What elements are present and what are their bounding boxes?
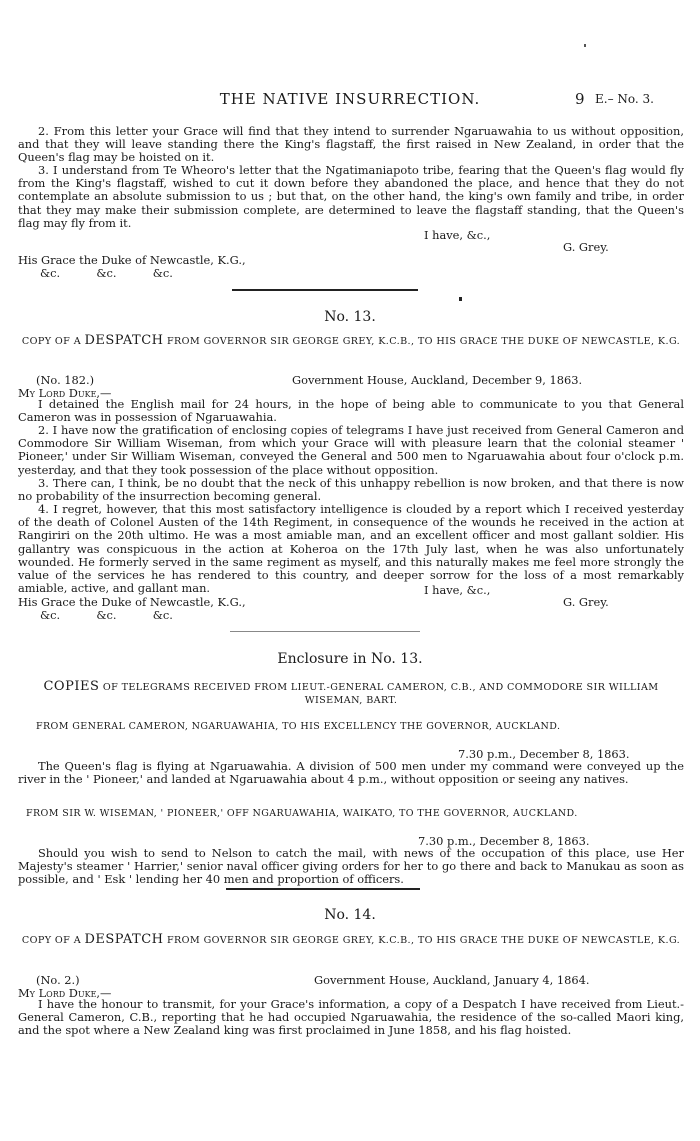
page-mark (584, 44, 586, 47)
enclosure-divider (230, 631, 420, 632)
section-divider-2 (226, 888, 420, 890)
telegram-1-time: 7.30 p.m., December 8, 1863. (458, 747, 630, 761)
despatch-13-paragraph-3: 3. There can, I think, be no doubt that the neck of this unhappy rebellion is now broken, and that there is now no probability of the insurrection becoming general. (18, 476, 684, 504)
despatch-14-number: No. 14. (324, 907, 376, 923)
despatch-13-paragraph-2: 2. I have now the gratification of enclosing copies of telegrams I have just received from General Cameron and Commodore Sir William Wiseman, from which your Grace will with pleasure learn that the colonial steamer ' Pioneer,' under Sir William Wiseman, conveyed the General and 500 men to Ngaruawahia about four o'clock p.m. yesterday, and that they took possession of the place without opposition. (18, 423, 684, 477)
letter1-paragraph-2: 2. From this letter your Grace will find that they intend to surrender Ngaruawahia to us without opposition, and that they will leave standing there the King's flagstaff, the first raised in New Zealand, in order that the Queen's flag may be hoisted on it. (18, 124, 684, 165)
despatch-13-number: No. 13. (324, 309, 376, 325)
despatch-14-paragraph-1: I have the honour to transmit, for your Grace's information, a copy of a Despatch I have received from Lieut.-General Cameron, C.B., reporting that he had occupied Ngaruawahia, the residence of the so-called Maori king, and the spot where a New Zealand king was first proclaimed in June 1858, and his flag hoisted. (18, 997, 684, 1038)
telegram-1-route: FROM GENERAL CAMERON, NGARUAWAHIA, TO HIS EXCELLENCY THE GOVERNOR, AUCKLAND. (36, 721, 561, 732)
despatch-14-salutation: My Lord Duke,— (18, 986, 112, 1000)
despatch-13-closing: I have, &c., (424, 583, 491, 597)
telegram-2-body: Should you wish to send to Nelson to catch the mail, with news of the occupation of this place, use Her Majesty's steamer ' Harrier,' senior naval officer giving orders for her to go there and back to Manukau as soon as possible, and ' Esk ' lending her 40 men and proportion of officers. (18, 846, 684, 887)
letter1-addressee: His Grace the Duke of Newcastle, K.G., (18, 253, 246, 267)
despatch-13-addressee: His Grace the Duke of Newcastle, K.G., (18, 595, 246, 609)
despatch-13-paragraph-4: 4. I regret, however, that this most satisfactory intelligence is clouded by a report which I received yesterday of the death of Colonel Austen of the 14th Regiment, in consequence of the wounds he received in the action at Rangiriri on the 20th ultimo. He was a most amiable man, and an excellent officer and most gallant soldier. His gallantry was conspicuous in the action at Koheroa on the 17th July last, when he was also unfortunately wounded. He formerly served in the same regiment as myself, and this naturally makes me feel more strongly the value of the services he has rendered to this country, and deeper sorrow for the loss of a most remarkably amiable, active, and gallant man. (18, 502, 684, 596)
series-reference: E.– No. 3. (595, 92, 654, 106)
telegram-2-time: 7.30 p.m., December 8, 1863. (418, 834, 590, 848)
despatch-13-ref: (No. 182.) (36, 373, 95, 387)
section-divider (232, 289, 418, 291)
despatch-13-signature: G. Grey. (563, 595, 609, 609)
despatch-13-title-word: DESPATCH (84, 333, 164, 348)
letter1-paragraph-3: 3. I understand from Te Wheoro's letter that the Ngatimaniapoto tribe, fearing that the Queen's flag would fly from the King's flagstaff, wished to cut it down before they abandoned the place, and hence that they do not contemplate an absolute submission to us ; but that, on the other hand, the king's own family and tribe, in order that they may make their submission complete, are determined to leave the flagstaff standing, that the Queen's flag may fly from it. (18, 163, 684, 230)
telegram-2-route: FROM SIR W. WISEMAN, ' PIONEER,' OFF NGARUAWAHIA, WAIKATO, TO THE GOVERNOR, AUCKLAND. (26, 808, 578, 819)
enclosure-heading (18, 680, 684, 707)
despatch-14-title (18, 933, 684, 947)
despatch-13-title-prefix: COPY OF A (21, 336, 82, 347)
despatch-14-title-word: DESPATCH (84, 932, 164, 947)
despatch-14-title-rest: FROM GOVERNOR SIR GEORGE GREY, K.C.B., TO HIS GRACE THE DUKE OF NEWCASTLE, K.G. (166, 935, 681, 946)
running-title: THE NATIVE INSURRECTION. (219, 90, 481, 108)
letter1-signature: G. Grey. (563, 240, 609, 254)
letter1-etc: &c. &c. &c. (40, 266, 173, 280)
ink-dot (459, 297, 462, 301)
despatch-14-ref: (No. 2.) (36, 973, 80, 987)
enclosure-heading-word: COPIES (43, 679, 100, 694)
despatch-13-salutation: My Lord Duke,— (18, 386, 112, 400)
enclosure-heading-rest: OF TELEGRAMS RECEIVED FROM LIEUT.-GENERAL CAMERON, C.B., AND COMMODORE SIR WILLIAM WISEMAN, BART. (102, 682, 659, 706)
page-number: 9 (575, 90, 585, 108)
letter1-closing: I have, &c., (424, 228, 491, 242)
enclosure-title: Enclosure in No. 13. (277, 651, 423, 667)
despatch-14-place-date: Government House, Auckland, January 4, 1864. (314, 973, 590, 987)
despatch-13-place-date: Government House, Auckland, December 9, 1863. (292, 373, 583, 387)
telegram-1-body: The Queen's flag is flying at Ngaruawahia. A division of 500 men under my command were conveyed up the river in the ' Pioneer,' and landed at Ngaruawahia about 4 p.m., without opposition or seeing any natives. (18, 759, 684, 787)
despatch-13-paragraph-1: I detained the English mail for 24 hours, in the hope of being able to communicate to you that General Cameron was in possession of Ngaruawahia. (18, 397, 684, 425)
despatch-13-title (18, 334, 684, 348)
despatch-14-title-prefix: COPY OF A (21, 935, 82, 946)
despatch-13-title-rest: FROM GOVERNOR SIR GEORGE GREY, K.C.B., TO HIS GRACE THE DUKE OF NEWCASTLE, K.G. (166, 336, 681, 347)
despatch-13-etc: &c. &c. &c. (40, 608, 173, 622)
